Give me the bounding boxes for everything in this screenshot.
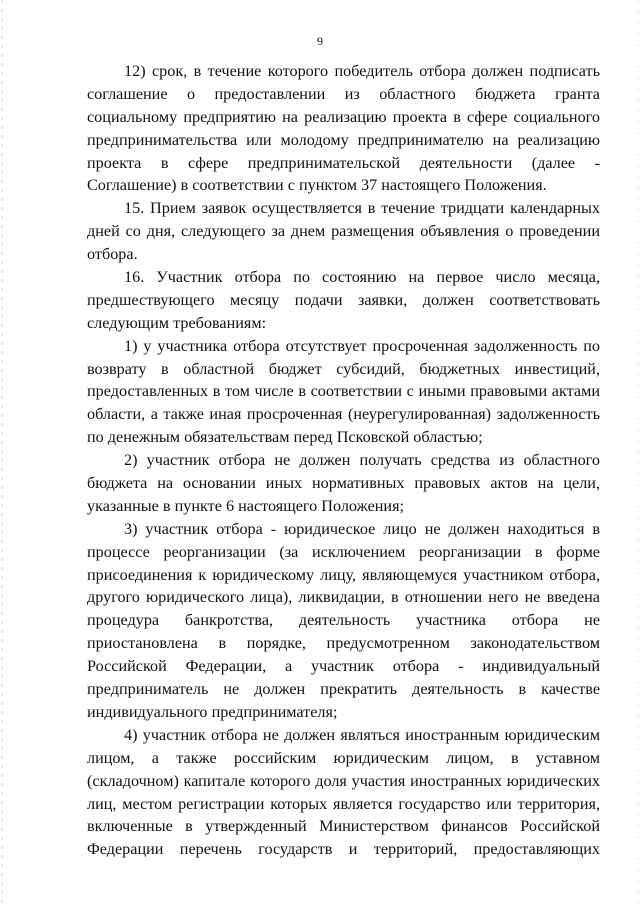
scan-edge-right bbox=[637, 0, 639, 905]
text-line: возврату в областной бюджет субсидий, бюджетных инвестиций, bbox=[87, 359, 600, 378]
text-line: лиц, местом регистрации которых является государство или территория, bbox=[87, 794, 600, 813]
text-line: социальному предприятию на реализацию проекта в сфере социального bbox=[87, 107, 600, 126]
scan-edge-left bbox=[1, 0, 3, 905]
text-line: индивидуального предпринимателя; bbox=[87, 702, 338, 721]
text-line: лицом, а также российским юридическим лицом, в уставном bbox=[87, 748, 600, 767]
text-line: дней со дня, следующего за днем размещения объявления о проведении bbox=[87, 222, 600, 241]
text-line: следующим требованиям: bbox=[87, 313, 267, 332]
text-line: приостановлена в порядке, предусмотренном законодательством bbox=[87, 634, 600, 653]
text-line: включенные в утвержденный Министерством финансов Российской bbox=[87, 817, 600, 836]
text-line: другого юридического лица), ликвидации, в отношении него не введена bbox=[87, 588, 600, 607]
text-line: 12) срок, в течение которого победитель отбора должен подписать bbox=[124, 62, 600, 80]
text-line: Соглашение) в соответствии с пунктом 37 настоящего Положения. bbox=[87, 176, 547, 195]
text-line: (складочном) капитале которого доля участия иностранных юридических bbox=[87, 771, 600, 790]
text-line: 3) участник отбора - юридическое лицо не должен находиться в bbox=[124, 519, 600, 538]
text-line: бюджета на основании иных нормативных правовых актов на цели, bbox=[87, 474, 600, 493]
document-body bbox=[87, 60, 600, 861]
text-line: соглашение о предоставлении из областного бюджета гранта bbox=[87, 84, 600, 103]
text-line: предшествующего месяцу подачи заявки, должен соответствовать bbox=[87, 290, 600, 309]
text-line: предоставленных в том числе в соответствии с иными правовыми актами bbox=[87, 382, 600, 401]
text-line: по денежным обязательствам перед Псковской областью; bbox=[87, 428, 483, 447]
text-line: присоединения к юридическому лицу, являющемуся участником отбора, bbox=[87, 565, 600, 584]
page-number: 9 bbox=[317, 34, 323, 48]
text-line: процессе реорганизации (за исключением реорганизации в форме bbox=[87, 542, 600, 561]
text-line: 2) участник отбора не должен получать средства из областного bbox=[124, 451, 600, 470]
text-line: указанные в пункте 6 настоящего Положения; bbox=[87, 496, 405, 515]
text-line: 4) участник отбора не должен являться иностранным юридическим bbox=[124, 725, 600, 744]
text-line: проекта в сфере предпринимательской деятельности (далее - bbox=[87, 153, 600, 172]
text-line: предпринимательства или молодому предпринимателю на реализацию bbox=[87, 130, 600, 149]
text-line: 15. Прием заявок осуществляется в течение тридцати календарных bbox=[124, 199, 600, 218]
text-line: 1) у участника отбора отсутствует просроченная задолженность по bbox=[124, 336, 600, 355]
text-line: области, а также иная просроченная (неурегулированная) задолженность bbox=[87, 405, 600, 424]
text-line: отбора. bbox=[87, 245, 138, 264]
text-line: 16. Участник отбора по состоянию на первое число месяца, bbox=[124, 268, 600, 287]
text-line: Российской Федерации, а участник отбора - индивидуальный bbox=[87, 657, 600, 676]
text-line: предприниматель не должен прекратить деятельность в качестве bbox=[87, 680, 600, 699]
text-line: процедура банкротства, деятельность участника отбора не bbox=[87, 611, 600, 630]
text-line: Федерации перечень государств и территорий, предоставляющих bbox=[87, 840, 600, 859]
